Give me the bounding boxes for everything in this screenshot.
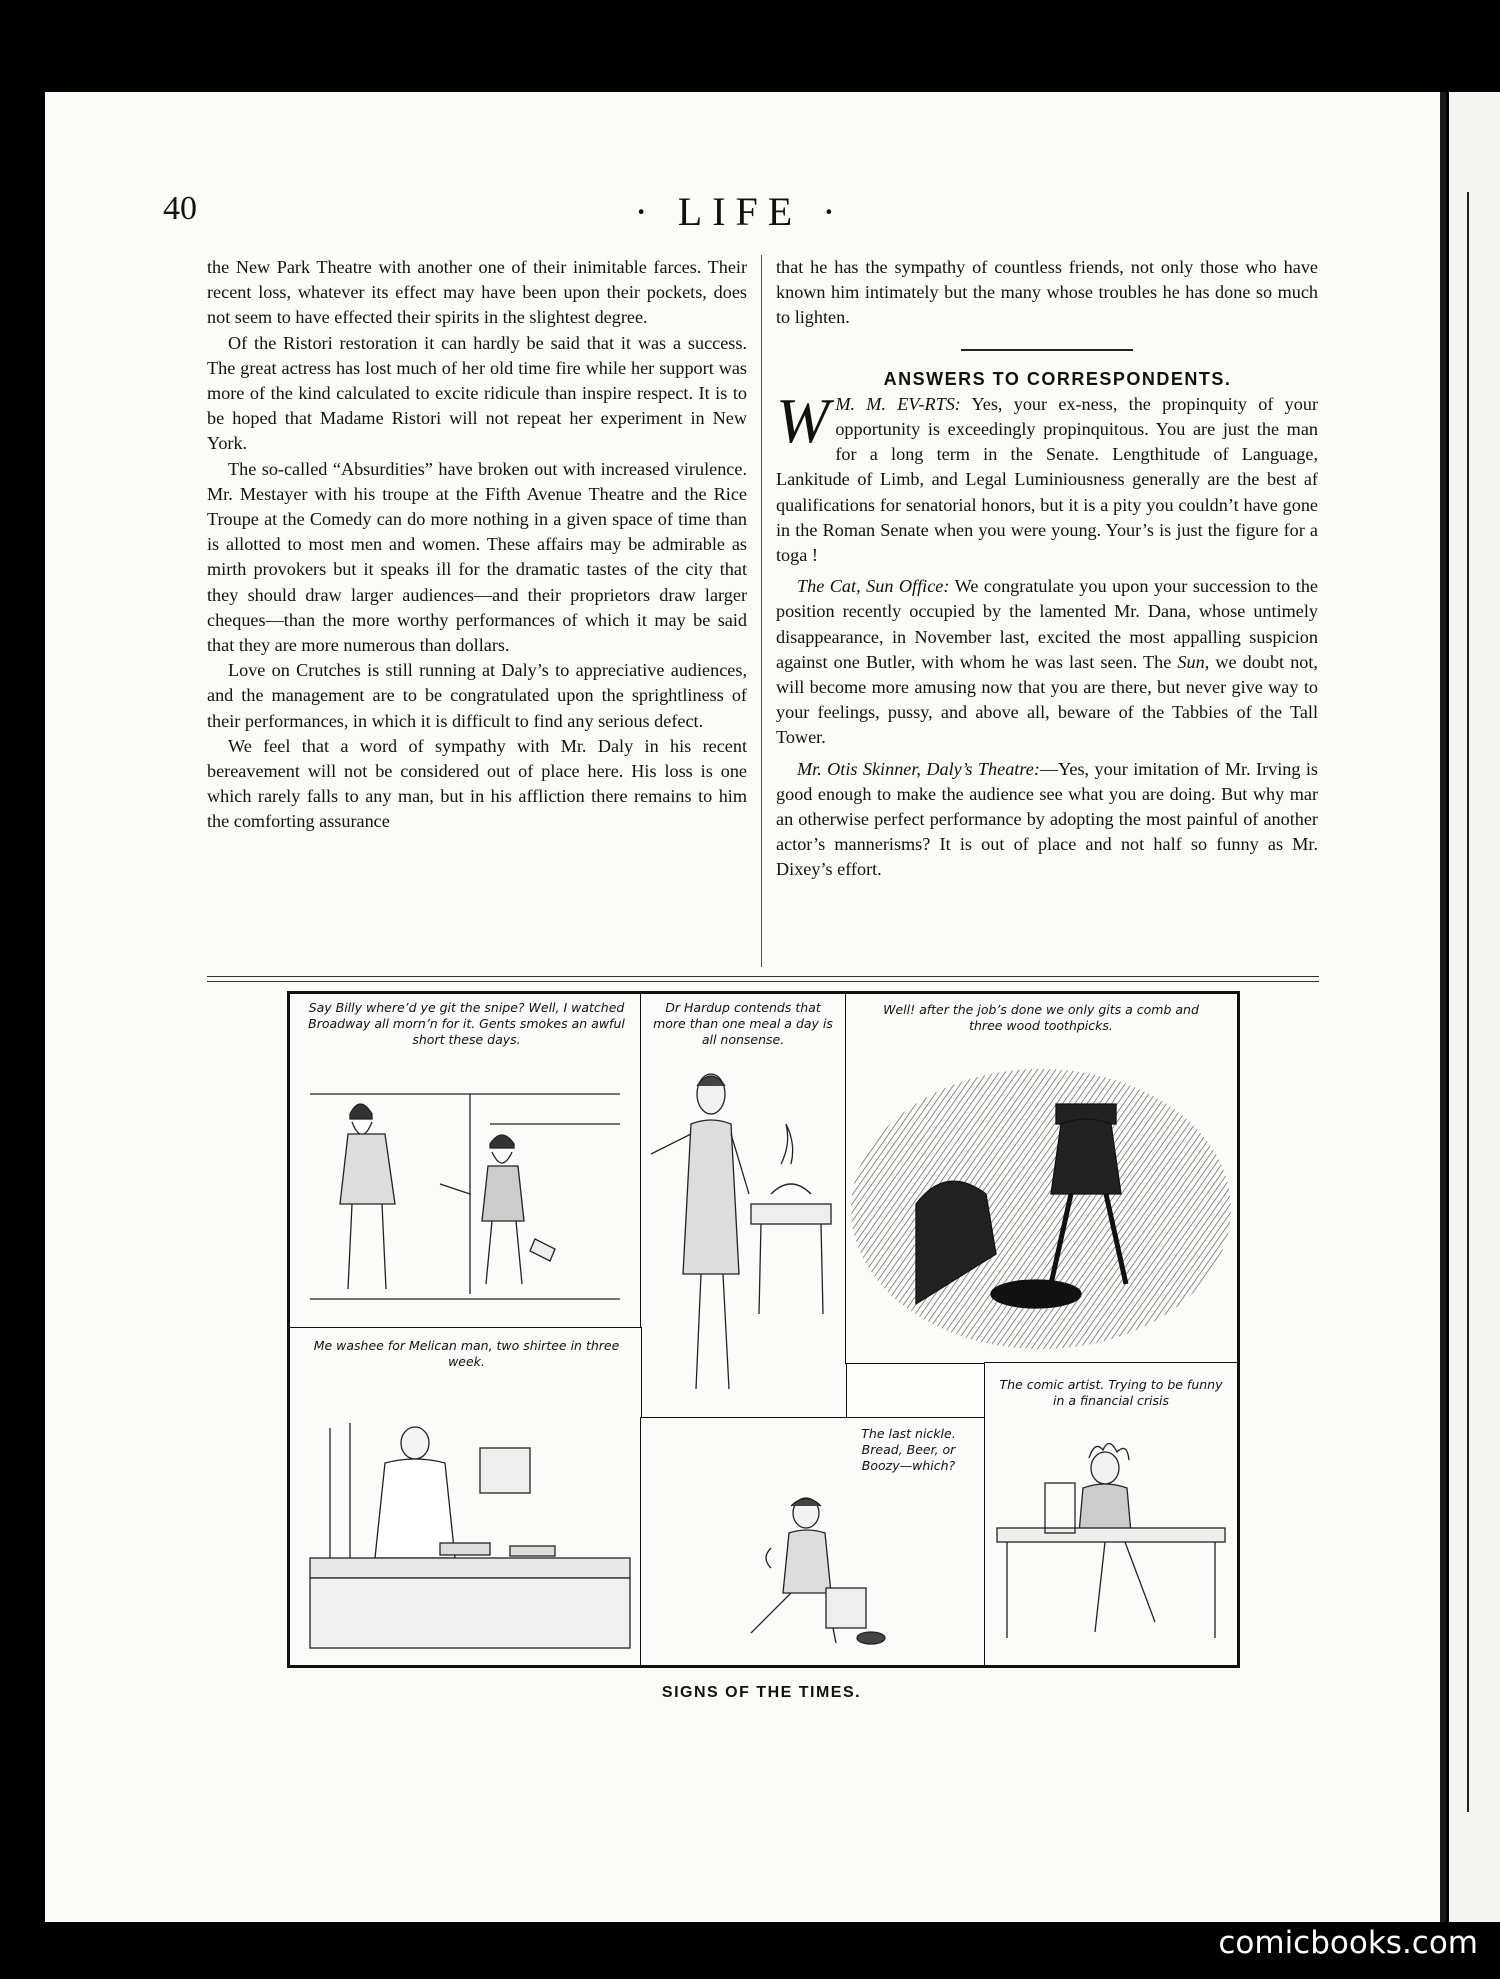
section-rule (961, 349, 1133, 351)
right-paragraph-1: that he has the sympathy of countless friends, not only those who have known him intimately but the many whose troubles he has done so much to lighten. (776, 257, 1318, 328)
column-divider (761, 255, 762, 967)
cartoon-panels (287, 991, 1240, 1668)
panel-hardup-drawing (641, 994, 846, 1418)
answer-skinner-name: Mr. Otis Skinner, Daly’s Theatre: (797, 758, 1040, 779)
answer-cat-text-1: We congratulate you upon your succession to the position recently occupied by the lamented Mr. Dana, whose untimely disappearance, in November last, excited the most appalling suspicion against one Butler, with whom he was last seen. The (776, 576, 1318, 672)
panel-hardup-caption: Dr Hardup contends that more than one meal a day is all nonsense. (653, 1000, 833, 1047)
left-paragraph-2: Of the Ristori restoration it can hardly be said that it was a success. The great actress has lost much of her old time fire while her support was more of the kind calculated to excite ridicule than inspire respect. It is to be hoped that Madame Ristori will not repeat her experiment in New York. (207, 332, 747, 454)
panel-robbery (845, 993, 1238, 1364)
answer-cat (776, 574, 1318, 750)
panel-robbery-drawing (846, 994, 1237, 1363)
separator-rule-top (207, 976, 1319, 977)
panel-laundry (289, 1327, 642, 1666)
panel-nickle-caption: The last nickle. Bread, Beer, or Boozy—which? (861, 1426, 956, 1473)
answer-skinner (776, 757, 1318, 883)
left-paragraph-4: Love on Crutches is still running at Daly’s to appreciative audiences, and the management are to be congratulated upon the sprightliness of their performances, in which it is difficult to find any serious defect. (207, 660, 747, 731)
panel-artist-drawing (985, 1363, 1237, 1665)
panel-snipe-caption: Say Billy where’d ye git the snipe? Well, I watched Broadway all morn’n for it. Gents smokes an awful short these days. (308, 1000, 625, 1047)
right-column (776, 255, 1318, 883)
facing-page-edge (1446, 92, 1500, 1922)
answer-evarts-text: Yes, your ex-ness, the propinquity of your opportunity is exceedingly propinquitous. You are just the man for a long term in the Senate. Lengthitude of Language, Lankitude of Limb, and Legal Luminiousness generally are the best af qualifications for senatorial honors, but it is a pity you couldn’t have gone in the Roman Senate when you were young. Your’s is just the figure for a toga ! (776, 393, 1319, 566)
answer-evarts-name: M. M. EV-RTS: (835, 393, 961, 414)
panel-artist (984, 1362, 1238, 1666)
answer-cat-text-2: we doubt not, will become more amusing now that you are there, but never give way to your feelings, pussy, and above all, beware of the Tabbies of the Tall Tower. (776, 651, 1318, 748)
left-paragraph-3: The so-called “Absurdities” have broken out with increased virulence. Mr. Mestayer with his troupe at the Fifth Avenue Theatre and the Rice Troupe at the Comedy can do more nothing in a given space of time than is allotted to most men and women. These affairs may be admirable as mirth provokers but it speaks ill for the dramatic tastes of the city that they should draw larger audiences—and their proprietors draw larger cheques—than the more worthy performances of which it may be said that they are more numerous than dollars. (207, 458, 747, 656)
panel-snipe-drawing (290, 994, 641, 1328)
panel-artist-caption: The comic artist. Trying to be funny in a financial crisis (999, 1377, 1223, 1408)
watermark: comicbooks.com (1218, 1925, 1478, 1961)
answer-cat-name: The Cat, Sun Office: (797, 576, 950, 597)
panel-laundry-caption: Me washee for Melican man, two shirtee in three week. (313, 1338, 620, 1369)
panel-nickle-drawing (641, 1418, 985, 1665)
answer-cat-sun: Sun, (1177, 651, 1210, 672)
answer-evarts (776, 384, 1319, 568)
left-paragraph-5: We feel that a word of sympathy with Mr. Daly in his recent bereavement will not be considered out of place here. His loss is one which rarely falls to any man, but in his affliction there remains to him the comforting assurance (207, 735, 747, 832)
separator-rule-bottom (207, 981, 1319, 982)
section-heading: ANSWERS TO CORRESPONDENTS. (883, 368, 1232, 389)
answer-skinner-text: —Yes, your imitation of Mr. Irving is good enough to make the audience see what you are doing. But why mar an otherwise perfect performance by adopting the most painful of another actor’s mannerisms? It is out of place and not half so funny as Mr. Dixey’s effort. (776, 758, 1318, 880)
left-column (207, 255, 747, 835)
drop-cap: W (776, 384, 830, 456)
panel-laundry-drawing (290, 1328, 641, 1665)
panel-robbery-caption: Well! after the job’s done we only gits a comb and three wood toothpicks. (883, 1002, 1199, 1033)
panel-snipe (289, 993, 642, 1329)
masthead: · LIFE · (634, 189, 846, 234)
cartoon-title: SIGNS OF THE TIMES. (661, 1684, 862, 1701)
left-paragraph-1: the New Park Theatre with another one of their inimitable farces. Their recent loss, whatever its effect may have been upon their pockets, does not seem to have effected their spirits in the slightest degree. (207, 257, 747, 328)
page-number: 40 (163, 190, 197, 227)
panel-nickle (640, 1417, 986, 1666)
panel-hardup (640, 993, 847, 1419)
